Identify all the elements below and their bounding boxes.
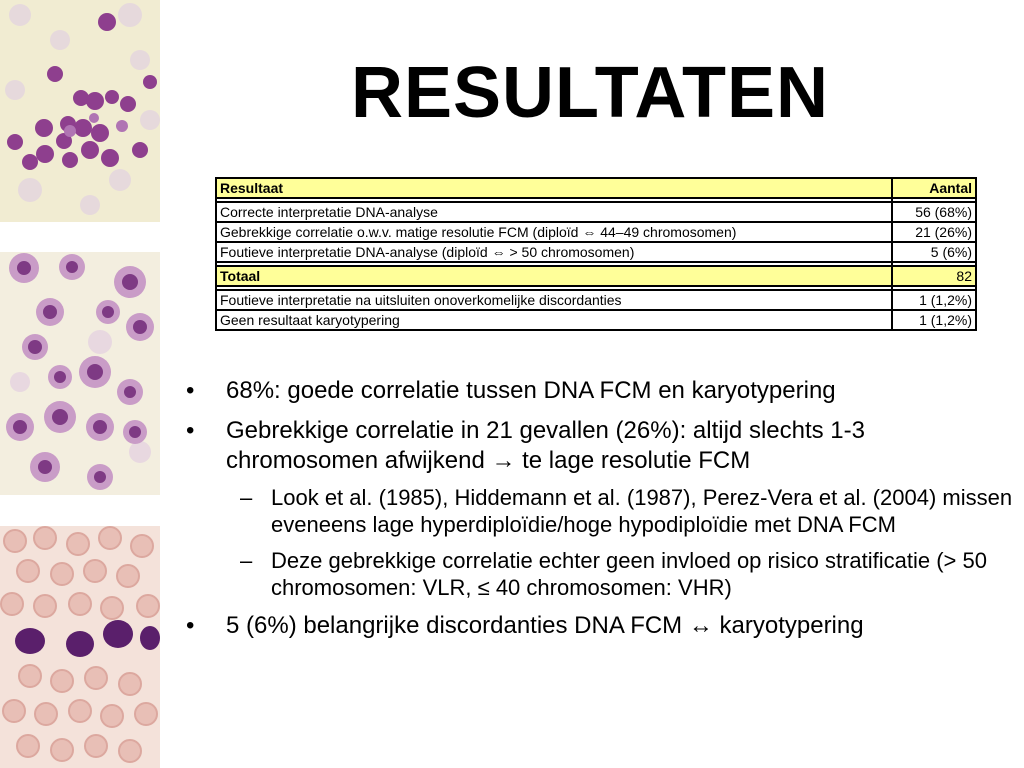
row-value: 5 (6%) bbox=[892, 242, 976, 262]
header-label: Resultaat bbox=[216, 178, 892, 198]
bullet-marker: • bbox=[186, 377, 195, 404]
bullet-list bbox=[186, 376, 1016, 651]
image-strip bbox=[0, 0, 160, 768]
bullet-item bbox=[186, 376, 1016, 406]
bullet-marker: • bbox=[186, 417, 195, 444]
row-label: Gebrekkige correlatie o.w.v. matige resolutie FCM (diploïd ⇔ 44–49 chromosomen) bbox=[216, 222, 892, 242]
micrograph-image-2 bbox=[0, 252, 160, 495]
sub-bullet-marker: – bbox=[240, 548, 253, 573]
total-label: Totaal bbox=[216, 266, 892, 286]
row-value: 21 (26%) bbox=[892, 222, 976, 242]
row-value: 1 (1,2%) bbox=[892, 290, 976, 310]
bullet-marker: • bbox=[186, 612, 195, 639]
table-row bbox=[216, 202, 976, 222]
table-row bbox=[216, 222, 976, 242]
sub-bullet-text: Look et al. (1985), Hiddemann et al. (1987), Perez-Vera et al. (2004) missen eveneens lage hyperdiploïdie/hoge hypodiploïdie met DNA FCM bbox=[271, 485, 1013, 537]
micrograph-image-3 bbox=[0, 526, 160, 768]
row-value: 1 (1,2%) bbox=[892, 310, 976, 330]
row-value: 56 (68%) bbox=[892, 202, 976, 222]
table-row bbox=[216, 310, 976, 330]
bullet-text: Gebrekkige correlatie in 21 gevallen (26%): altijd slechts 1-3 chromosomen afwijkend → te lage resolutie FCM bbox=[226, 417, 865, 474]
bullet-item bbox=[186, 611, 1016, 641]
table-header-row bbox=[216, 178, 976, 198]
micrograph-image-1 bbox=[0, 0, 160, 222]
sub-bullet-text: Deze gebrekkige correlatie echter geen invloed op risico stratificatie (> 50 chromosomen: VLR, ≤ 40 chromosomen: VHR) bbox=[271, 548, 987, 600]
row-label: Correcte interpretatie DNA-analyse bbox=[216, 202, 892, 222]
row-label: Foutieve interpretatie DNA-analyse (diploïd ⇔ > 50 chromosomen) bbox=[216, 242, 892, 262]
slide-title: RESULTATEN bbox=[351, 53, 829, 133]
row-label: Geen resultaat karyotypering bbox=[216, 310, 892, 330]
bullet-text: 68%: goede correlatie tussen DNA FCM en karyotypering bbox=[226, 377, 836, 404]
results-table bbox=[215, 177, 977, 331]
table-row bbox=[216, 290, 976, 310]
sub-bullet-marker: – bbox=[240, 485, 253, 510]
table-total-row bbox=[216, 266, 976, 286]
sub-bullet-item bbox=[186, 484, 1016, 538]
header-value: Aantal bbox=[892, 178, 976, 198]
bullet-item bbox=[186, 416, 1016, 476]
sub-bullet-item bbox=[186, 547, 1016, 601]
table-row bbox=[216, 242, 976, 262]
bullet-text: 5 (6%) belangrijke discordanties DNA FCM ↔ karyotypering bbox=[226, 612, 864, 639]
total-value: 82 bbox=[892, 266, 976, 286]
row-label: Foutieve interpretatie na uitsluiten onoverkomelijke discordanties bbox=[216, 290, 892, 310]
